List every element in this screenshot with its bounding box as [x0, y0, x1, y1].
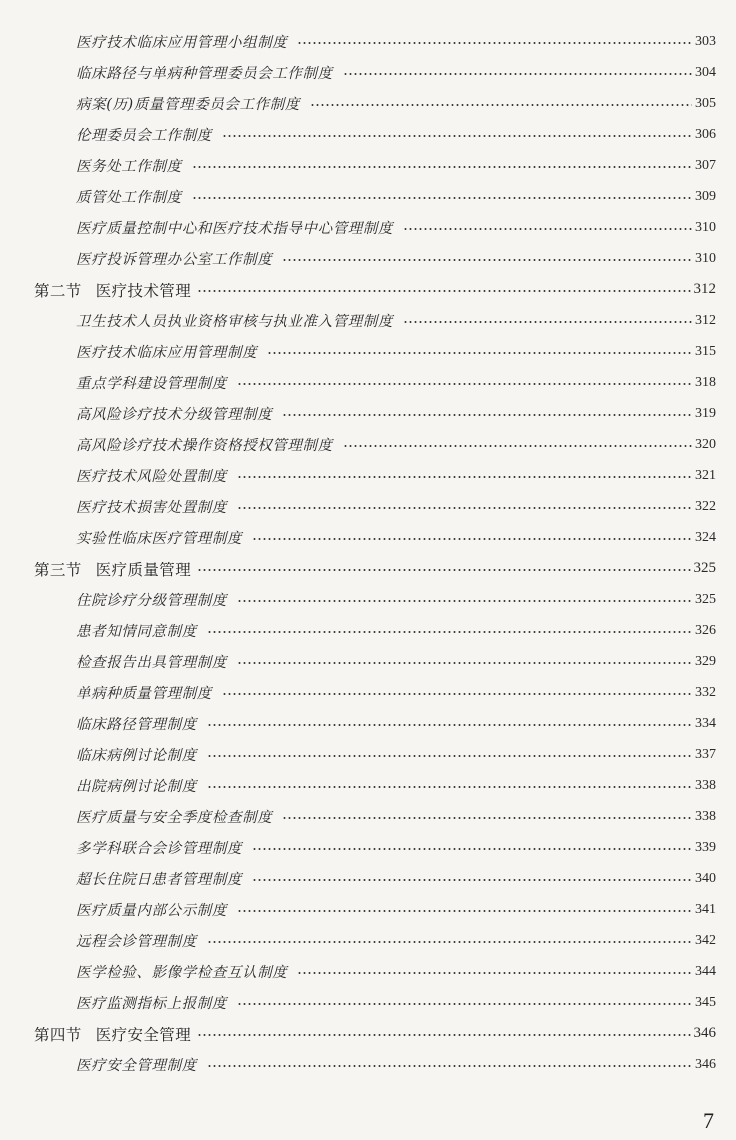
- toc-section-heading: [0, 553, 736, 584]
- dot-leader: [267, 352, 692, 354]
- toc-entry: [0, 925, 736, 956]
- toc-entry-title: 检查报告出具管理制度: [76, 655, 227, 671]
- toc-entry: [0, 615, 736, 646]
- toc-entry: [0, 150, 736, 181]
- toc-entry-title: 临床路径管理制度: [76, 717, 197, 733]
- toc-entry-title: 重点学科建设管理制度: [76, 376, 227, 392]
- toc-entry-title: 医疗质量内部公示制度: [76, 903, 227, 919]
- toc-entry: [0, 987, 736, 1018]
- toc-entry: [0, 398, 736, 429]
- toc-section-heading: [0, 274, 736, 305]
- toc-entry-title: 高风险诊疗技术操作资格授权管理制度: [76, 438, 333, 454]
- toc-entry-title: 医疗安全管理制度: [76, 1058, 197, 1074]
- dot-leader: [237, 383, 692, 385]
- dot-leader: [282, 414, 692, 416]
- toc-page-number: 339: [695, 839, 716, 855]
- dot-leader: [237, 1003, 692, 1005]
- toc-entry-title: 医疗技术风险处置制度: [76, 469, 227, 485]
- dot-leader: [252, 848, 692, 850]
- dot-leader: [297, 972, 692, 974]
- toc-page-number: 346: [695, 1056, 716, 1072]
- toc-entry-title: 患者知情同意制度: [76, 624, 197, 640]
- dot-leader: [207, 941, 692, 943]
- toc-page-number: 325: [693, 560, 716, 576]
- toc-page-number: 346: [693, 1025, 716, 1041]
- toc-page-number: 338: [695, 777, 716, 793]
- toc-page-number: 304: [695, 64, 716, 80]
- dot-leader: [207, 724, 692, 726]
- toc-page-number: 309: [695, 188, 716, 204]
- toc-page-number: 303: [695, 33, 716, 49]
- toc-page-number: 319: [695, 405, 716, 421]
- toc-page-number: 307: [695, 157, 716, 173]
- toc-entry-title: 医学检验、影像学检查互认制度: [76, 965, 288, 981]
- toc-entry: [0, 26, 736, 57]
- dot-leader: [237, 507, 692, 509]
- dot-leader: [192, 166, 692, 168]
- toc-entry-title: 医疗技术临床应用管理制度: [76, 345, 258, 361]
- dot-leader: [207, 1065, 692, 1067]
- toc-entry-title: 实验性临床医疗管理制度: [76, 531, 243, 547]
- toc-entry-title: 多学科联合会诊管理制度: [76, 841, 243, 857]
- toc-section-number: 第四节: [34, 1025, 82, 1044]
- toc-entry-title: 卫生技术人员执业资格审核与执业准入管理制度: [76, 314, 394, 330]
- toc-section-label: 医疗技术管理: [95, 281, 192, 300]
- toc-entry-title: 临床路径与单病种管理委员会工作制度: [76, 66, 333, 82]
- dot-leader: [207, 631, 692, 633]
- toc-section-label: 医疗安全管理: [95, 1025, 192, 1044]
- toc-entry: [0, 956, 736, 987]
- dot-leader: [403, 228, 692, 230]
- toc-entry-title: 伦理委员会工作制度: [76, 128, 212, 144]
- toc-section-heading: [0, 1018, 736, 1049]
- toc-entry-title: 医疗投诉管理办公室工作制度: [76, 252, 273, 268]
- toc-page-number: 318: [695, 374, 716, 390]
- toc-entry-title: 远程会诊管理制度: [76, 934, 197, 950]
- toc-page-number: 340: [695, 870, 716, 886]
- toc-entry-title: 医疗质量控制中心和医疗技术指导中心管理制度: [76, 221, 394, 237]
- toc-entry-title: 住院诊疗分级管理制度: [76, 593, 227, 609]
- dot-leader: [197, 1034, 690, 1036]
- toc-page-number: 320: [695, 436, 716, 452]
- toc-section-label: 医疗质量管理: [95, 560, 192, 579]
- toc-entry-title: 高风险诊疗技术分级管理制度: [76, 407, 273, 423]
- toc-section-title: [34, 279, 191, 301]
- toc-entry: [0, 522, 736, 553]
- dot-leader: [222, 135, 692, 137]
- toc-entry: [0, 119, 736, 150]
- toc-page-number: 321: [695, 467, 716, 483]
- toc-entry-title: 医疗质量与安全季度检查制度: [76, 810, 273, 826]
- toc-page-number: 325: [695, 591, 716, 607]
- toc-page-number: 329: [695, 653, 716, 669]
- toc-page-number: 322: [695, 498, 716, 514]
- toc-entry-title: 病案(历)质量管理委员会工作制度: [76, 97, 300, 113]
- toc-page-number: 312: [693, 281, 716, 297]
- toc-entry: [0, 646, 736, 677]
- toc-page-number: 312: [695, 312, 716, 328]
- toc-entry-title: 临床病例讨论制度: [76, 748, 197, 764]
- toc-page-number: 326: [695, 622, 716, 638]
- dot-leader: [282, 259, 692, 261]
- toc-entry-title: 医务处工作制度: [76, 159, 182, 175]
- toc-page-number: 341: [695, 901, 716, 917]
- toc-entry: [0, 181, 736, 212]
- toc-section-title: [34, 558, 191, 580]
- page-number: 7: [703, 1108, 714, 1133]
- toc-page-number: 306: [695, 126, 716, 142]
- toc-entry: [0, 863, 736, 894]
- toc-page-number: 324: [695, 529, 716, 545]
- toc-entry-title: 质管处工作制度: [76, 190, 182, 206]
- toc-entry: [0, 243, 736, 274]
- dot-leader: [207, 755, 692, 757]
- toc-entry: [0, 88, 736, 119]
- dot-leader: [237, 910, 692, 912]
- toc-entry-title: 出院病例讨论制度: [76, 779, 197, 795]
- table-of-contents: [0, 26, 736, 1080]
- toc-page-number: 310: [695, 219, 716, 235]
- dot-leader: [192, 197, 692, 199]
- toc-section-number: 第三节: [34, 560, 82, 579]
- toc-entry: [0, 429, 736, 460]
- toc-page-number: 334: [695, 715, 716, 731]
- toc-section-title: [34, 1023, 191, 1045]
- toc-page-number: 342: [695, 932, 716, 948]
- toc-entry-title: 医疗技术临床应用管理小组制度: [76, 35, 288, 51]
- dot-leader: [282, 817, 692, 819]
- dot-leader: [197, 290, 690, 292]
- dot-leader: [197, 569, 690, 571]
- toc-entry: [0, 336, 736, 367]
- dot-leader: [343, 445, 692, 447]
- toc-page-number: 310: [695, 250, 716, 266]
- toc-page-number: 305: [695, 95, 716, 111]
- toc-entry: [0, 677, 736, 708]
- dot-leader: [252, 538, 692, 540]
- dot-leader: [237, 600, 692, 602]
- toc-entry: [0, 212, 736, 243]
- toc-entry: [0, 584, 736, 615]
- toc-entry-title: 超长住院日患者管理制度: [76, 872, 243, 888]
- toc-section-number: 第二节: [34, 281, 82, 300]
- toc-page-number: 332: [695, 684, 716, 700]
- toc-entry-title: 医疗技术损害处置制度: [76, 500, 227, 516]
- dot-leader: [310, 104, 692, 106]
- toc-entry: [0, 708, 736, 739]
- toc-entry: [0, 460, 736, 491]
- toc-page-number: 337: [695, 746, 716, 762]
- toc-entry: [0, 1049, 736, 1080]
- toc-entry: [0, 367, 736, 398]
- dot-leader: [207, 786, 692, 788]
- toc-entry-title: 单病种质量管理制度: [76, 686, 212, 702]
- toc-entry: [0, 801, 736, 832]
- toc-entry: [0, 770, 736, 801]
- toc-entry: [0, 832, 736, 863]
- dot-leader: [403, 321, 692, 323]
- toc-entry: [0, 57, 736, 88]
- toc-entry: [0, 305, 736, 336]
- dot-leader: [237, 662, 692, 664]
- toc-page-number: 338: [695, 808, 716, 824]
- toc-entry: [0, 739, 736, 770]
- toc-page-number: 345: [695, 994, 716, 1010]
- toc-page-number: 315: [695, 343, 716, 359]
- dot-leader: [237, 476, 692, 478]
- toc-entry-title: 医疗监测指标上报制度: [76, 996, 227, 1012]
- dot-leader: [297, 42, 692, 44]
- toc-entry: [0, 894, 736, 925]
- dot-leader: [222, 693, 692, 695]
- dot-leader: [343, 73, 692, 75]
- toc-page-number: 344: [695, 963, 716, 979]
- toc-entry: [0, 491, 736, 522]
- dot-leader: [252, 879, 692, 881]
